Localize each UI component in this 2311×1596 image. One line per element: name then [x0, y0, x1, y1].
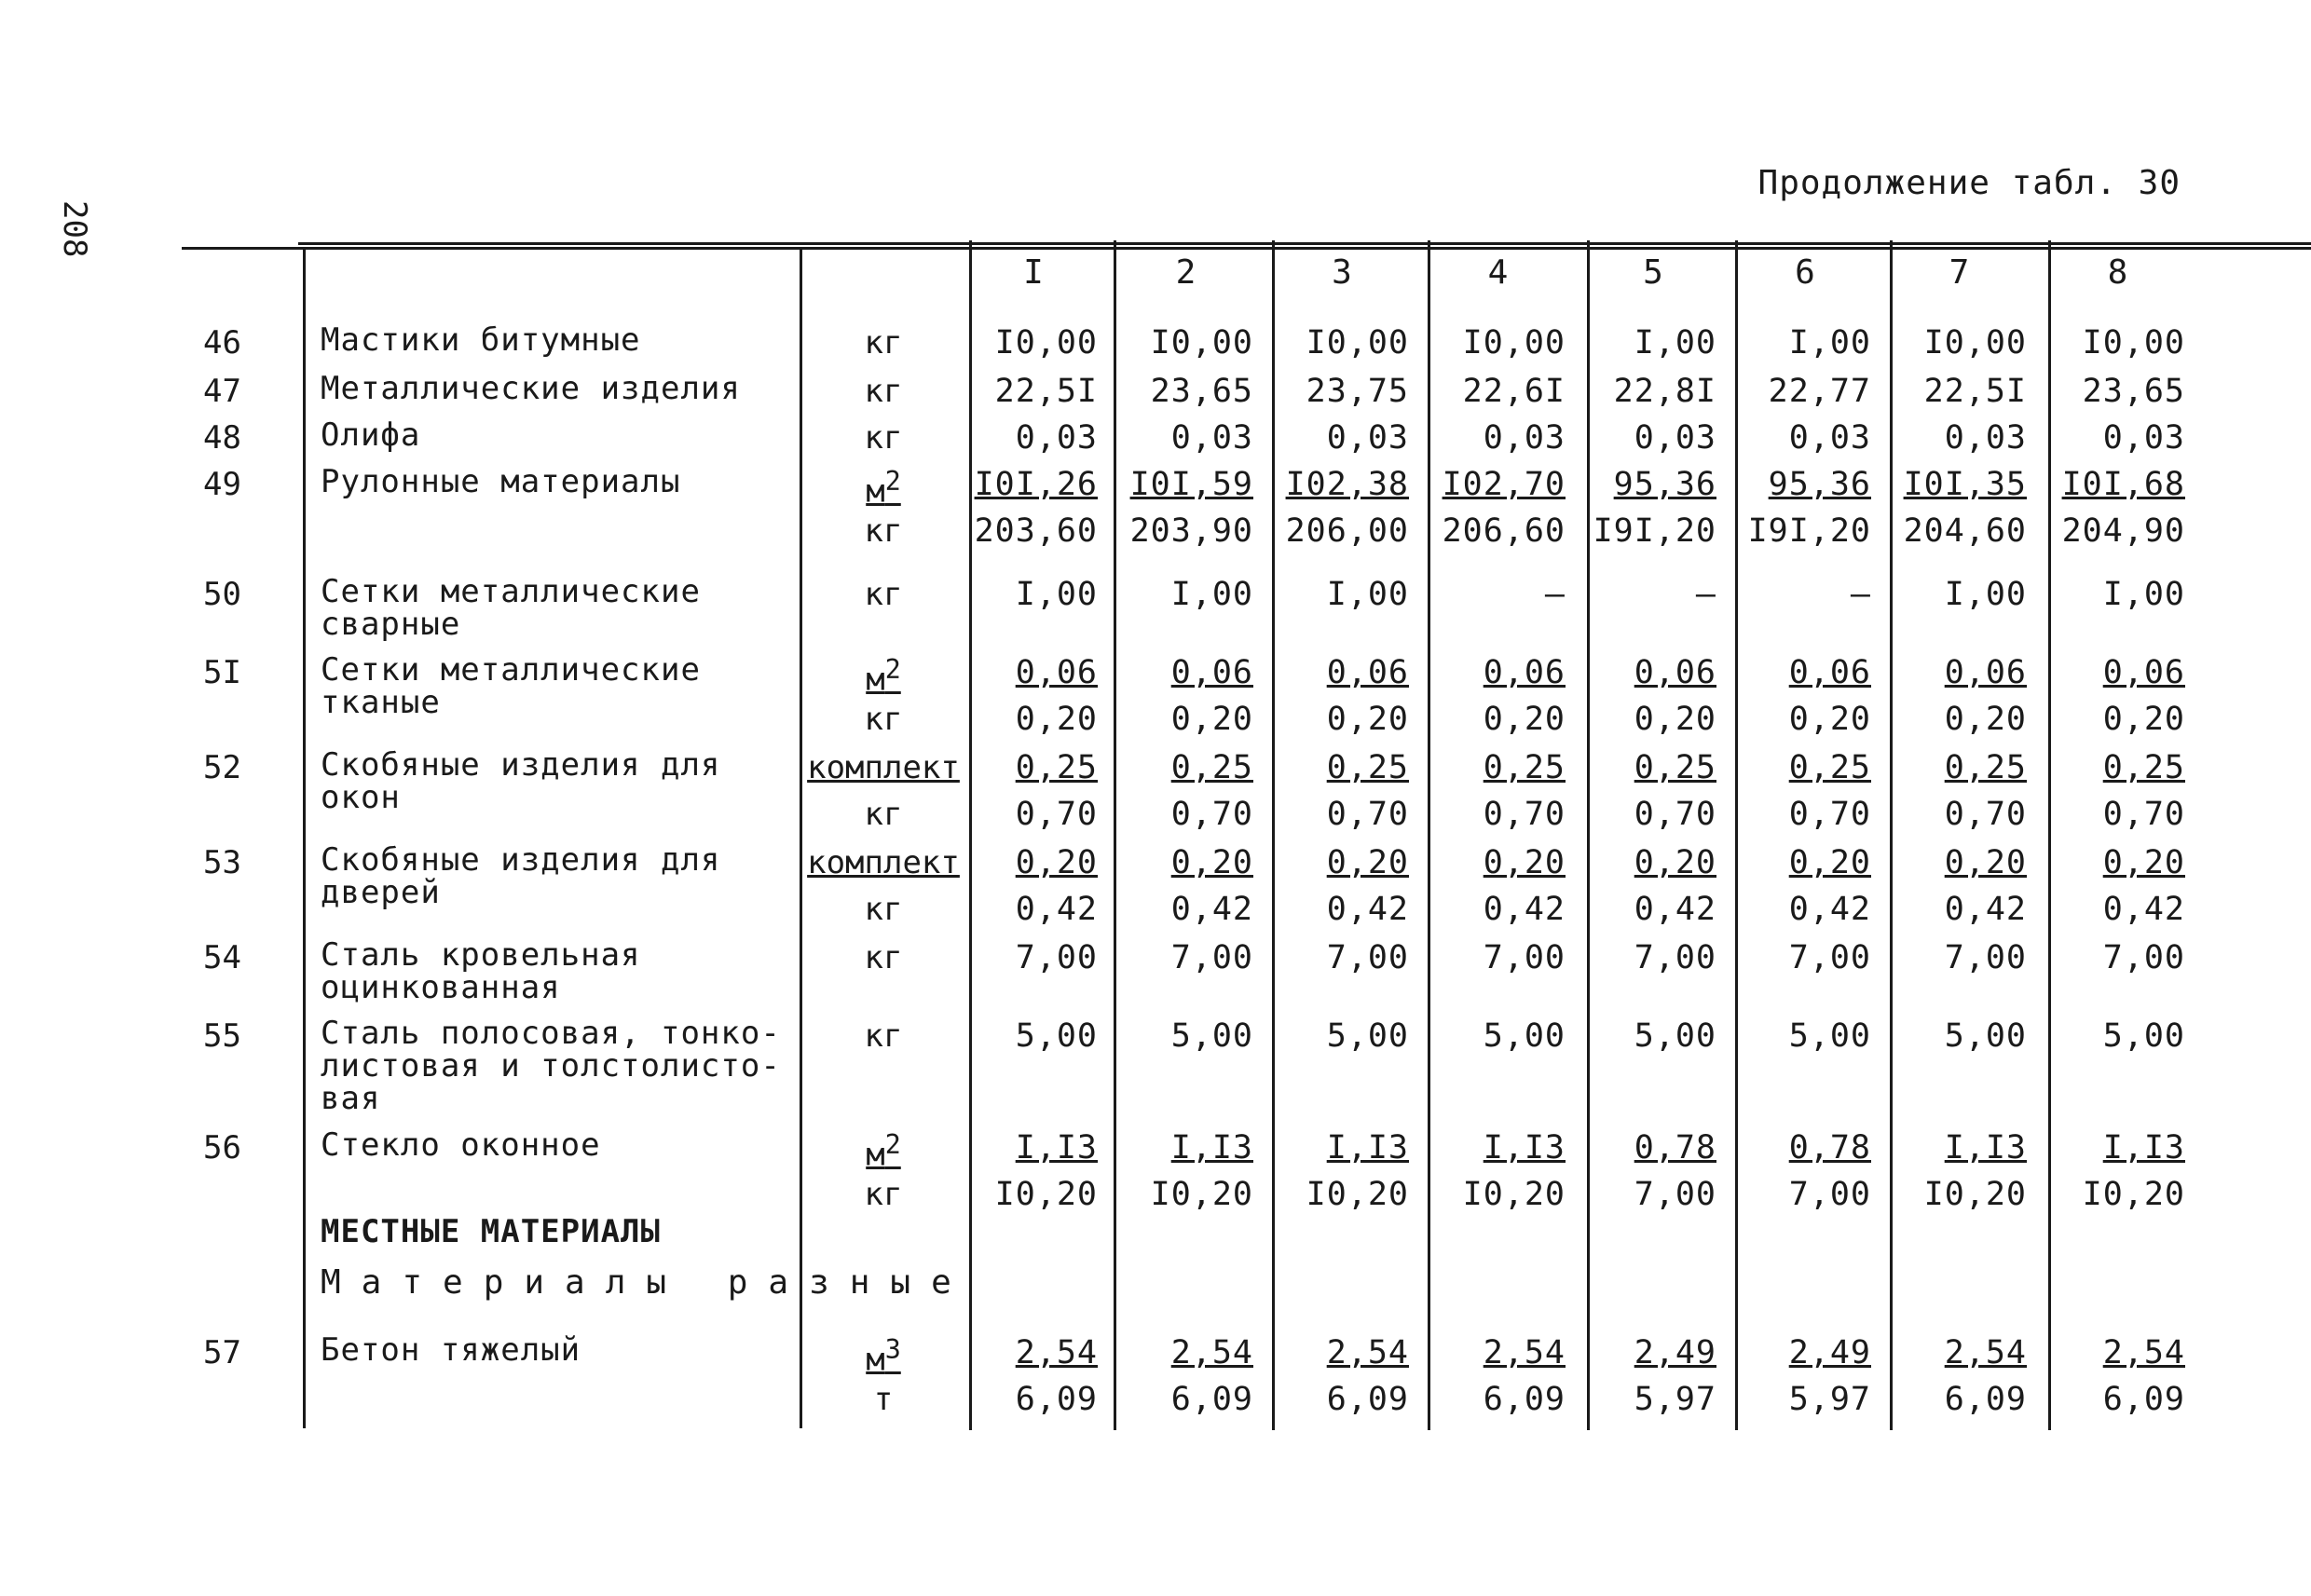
- row-number: 55: [203, 1017, 241, 1055]
- table-cell: 22,5I: [1923, 373, 2027, 410]
- table-cell: I0I,35: [1903, 466, 2027, 503]
- column-number: 7: [1949, 253, 1970, 292]
- table-cell: 0,25: [1326, 749, 1409, 786]
- column-divider: [1114, 240, 1116, 1430]
- table-cell: 5,97: [1634, 1381, 1716, 1418]
- table-cell: 0,03: [1944, 419, 2027, 457]
- material-name: Олифа: [321, 416, 421, 454]
- table-cell: 0,06: [1015, 654, 1098, 691]
- table-cell: 95,36: [1613, 466, 1716, 503]
- row-number: 52: [203, 749, 241, 786]
- table-cell: 23,65: [1150, 373, 1253, 410]
- unit-label: кг: [864, 512, 903, 550]
- row-number: 46: [203, 324, 241, 361]
- table-cell: 6,09: [1326, 1381, 1409, 1418]
- table-cell: 7,00: [2102, 939, 2185, 976]
- table-cell: 0,20: [1944, 701, 2027, 738]
- table-cell: 0,06: [2102, 654, 2185, 691]
- unit-label: комплект: [807, 749, 960, 786]
- table-cell: 0,06: [1170, 654, 1253, 691]
- table-rule: [298, 242, 2311, 245]
- table-cell: I0,00: [2082, 324, 2185, 361]
- table-cell: 203,60: [974, 512, 1098, 550]
- table-cell: I0I,59: [1129, 466, 1253, 503]
- unit-exponent: 2: [884, 466, 901, 497]
- table-cell: –: [1695, 576, 1716, 613]
- table-cell: 2,54: [1326, 1334, 1409, 1371]
- table-cell: 0,25: [2102, 749, 2185, 786]
- unit-exponent: 3: [884, 1334, 901, 1365]
- table-cell: I,I3: [1015, 1129, 1098, 1166]
- material-name: Мастики битумные: [321, 321, 641, 359]
- row-number: 5I: [203, 654, 241, 691]
- unit-label: $м^2$: [866, 654, 901, 699]
- section-title: МЕСТНЫЕ МАТЕРИАЛЫ: [321, 1213, 661, 1250]
- table-cell: 5,00: [1788, 1017, 1871, 1055]
- table-cell: 0,42: [1170, 891, 1253, 928]
- table-cell: 0,03: [2102, 419, 2185, 457]
- table-cell: 0,03: [1788, 419, 1871, 457]
- table-cell: 0,42: [1015, 891, 1098, 928]
- table-cell: –: [1850, 576, 1871, 613]
- table-cell: I,I3: [1483, 1129, 1566, 1166]
- table-cell: I9I,20: [1747, 512, 1871, 550]
- material-name: Сетки металлические тканые: [321, 651, 701, 721]
- row-number: 53: [203, 844, 241, 881]
- page-number: 208: [56, 200, 93, 258]
- table-cell: 2,54: [1944, 1334, 2027, 1371]
- row-number: 48: [203, 419, 241, 457]
- table-cell: 6,09: [2102, 1381, 2185, 1418]
- column-divider: [303, 250, 306, 1428]
- material-name: Сетки металлические сварные: [321, 573, 701, 643]
- table-cell: 0,25: [1015, 749, 1098, 786]
- unit-label: кг: [864, 701, 903, 738]
- table-cell: 0,20: [1170, 844, 1253, 881]
- table-cell: I0,20: [1462, 1176, 1566, 1213]
- column-number: I: [1023, 253, 1044, 292]
- table-cell: 7,00: [1170, 939, 1253, 976]
- table-cell: 0,20: [2102, 844, 2185, 881]
- unit-label: кг: [864, 419, 903, 457]
- table-cell: 95,36: [1768, 466, 1871, 503]
- table-cell: 2,54: [1015, 1334, 1098, 1371]
- table-cell: 0,25: [1170, 749, 1253, 786]
- table-cell: 22,8I: [1613, 373, 1716, 410]
- table-cell: 2,49: [1788, 1334, 1871, 1371]
- table-cell: 0,06: [1326, 654, 1409, 691]
- table-cell: 0,06: [1634, 654, 1716, 691]
- table-cell: 6,09: [1483, 1381, 1566, 1418]
- table-cell: I0,00: [1306, 324, 1409, 361]
- table-caption: Продолжение табл. 30: [1757, 164, 2181, 202]
- table-cell: I,I3: [1326, 1129, 1409, 1166]
- unit-exponent: 2: [884, 654, 901, 685]
- unit-label: кг: [864, 1176, 903, 1213]
- table-cell: 0,70: [1944, 796, 2027, 833]
- table-cell: 0,78: [1788, 1129, 1871, 1166]
- table-cell: I0,00: [1150, 324, 1253, 361]
- table-cell: 0,06: [1483, 654, 1566, 691]
- material-name: Металлические изделия: [321, 370, 741, 407]
- table-cell: 206,00: [1285, 512, 1409, 550]
- column-number: 3: [1332, 253, 1352, 292]
- section-subtitle: Материалы разные: [321, 1263, 972, 1302]
- table-cell: 0,70: [1170, 796, 1253, 833]
- unit-label: кг: [864, 891, 903, 928]
- table-cell: 2,54: [2102, 1334, 2185, 1371]
- table-cell: 0,70: [1326, 796, 1409, 833]
- table-cell: 7,00: [1326, 939, 1409, 976]
- material-name: Рулонные материалы: [321, 463, 681, 500]
- table-cell: 6,09: [1015, 1381, 1098, 1418]
- unit-label: комплект: [807, 844, 960, 881]
- table-cell: 6,09: [1170, 1381, 1253, 1418]
- material-name: Скобяные изделия для дверей: [321, 841, 721, 911]
- table-cell: 7,00: [1634, 939, 1716, 976]
- table-cell: 0,06: [1788, 654, 1871, 691]
- table-cell: 7,00: [1788, 939, 1871, 976]
- table-cell: 0,20: [1634, 701, 1716, 738]
- table-cell: 5,00: [1170, 1017, 1253, 1055]
- table-cell: 0,03: [1483, 419, 1566, 457]
- row-number: 56: [203, 1129, 241, 1166]
- row-number: 54: [203, 939, 241, 976]
- table-cell: I,I3: [1944, 1129, 2027, 1166]
- table-rule: [182, 247, 2311, 250]
- table-cell: –: [1544, 576, 1566, 613]
- table-cell: 5,00: [1015, 1017, 1098, 1055]
- table-cell: 0,70: [2102, 796, 2185, 833]
- table-cell: 0,20: [1326, 844, 1409, 881]
- table-cell: I0I,26: [974, 466, 1098, 503]
- table-cell: 23,65: [2082, 373, 2185, 410]
- column-number: 2: [1175, 253, 1197, 292]
- table-cell: I0,00: [1462, 324, 1566, 361]
- material-name: Стекло оконное: [321, 1126, 601, 1164]
- table-cell: 0,03: [1170, 419, 1253, 457]
- table-cell: 22,5I: [994, 373, 1098, 410]
- table-cell: I,00: [1015, 576, 1098, 613]
- table-cell: 0,70: [1015, 796, 1098, 833]
- table-cell: 0,03: [1634, 419, 1716, 457]
- table-cell: I0,00: [994, 324, 1098, 361]
- table-cell: 0,70: [1634, 796, 1716, 833]
- column-number: 6: [1795, 253, 1815, 292]
- table-cell: 204,60: [1903, 512, 2027, 550]
- unit-label: $м^2$: [866, 466, 901, 511]
- unit-label: кг: [864, 1017, 903, 1055]
- table-cell: 0,25: [1944, 749, 2027, 786]
- table-cell: 22,77: [1768, 373, 1871, 410]
- table-cell: 0,20: [1788, 701, 1871, 738]
- table-cell: I,I3: [2102, 1129, 2185, 1166]
- table-cell: 0,42: [1944, 891, 2027, 928]
- table-cell: 0,70: [1788, 796, 1871, 833]
- table-cell: 0,20: [1326, 701, 1409, 738]
- table-cell: I02,70: [1442, 466, 1566, 503]
- unit-exponent: 2: [884, 1129, 901, 1160]
- material-name: Сталь полосовая, тонко-листовая и толстолисто-вая: [321, 1015, 781, 1117]
- unit-label: кг: [864, 939, 903, 976]
- table-cell: 0,25: [1634, 749, 1716, 786]
- unit-label: кг: [864, 324, 903, 361]
- table-cell: 7,00: [1634, 1176, 1716, 1213]
- table-cell: 0,20: [2102, 701, 2185, 738]
- table-cell: I,00: [1634, 324, 1716, 361]
- table-cell: 5,00: [1483, 1017, 1566, 1055]
- unit-label: $м^3$: [866, 1334, 901, 1379]
- table-cell: 7,00: [1015, 939, 1098, 976]
- table-cell: I,I3: [1170, 1129, 1253, 1166]
- table-cell: 0,20: [1483, 701, 1566, 738]
- column-number: 4: [1487, 253, 1509, 292]
- table-cell: 6,09: [1944, 1381, 2027, 1418]
- table-cell: 2,49: [1634, 1334, 1716, 1371]
- table-cell: I0,20: [1923, 1176, 2027, 1213]
- table-cell: 0,78: [1634, 1129, 1716, 1166]
- table-cell: 204,90: [2061, 512, 2185, 550]
- table-cell: 0,20: [1170, 701, 1253, 738]
- table-cell: I0I,68: [2061, 466, 2185, 503]
- table-cell: 0,06: [1944, 654, 2027, 691]
- table-cell: 5,97: [1788, 1381, 1871, 1418]
- table-cell: 0,42: [1634, 891, 1716, 928]
- table-cell: 0,20: [1634, 844, 1716, 881]
- table-cell: 206,60: [1442, 512, 1566, 550]
- row-number: 49: [203, 466, 241, 503]
- table-cell: 0,20: [1015, 844, 1098, 881]
- column-divider: [1735, 240, 1738, 1430]
- unit-label: $м^2$: [866, 1129, 901, 1174]
- table-cell: 2,54: [1170, 1334, 1253, 1371]
- table-cell: I0,20: [2082, 1176, 2185, 1213]
- table-cell: I0,20: [1150, 1176, 1253, 1213]
- table-cell: 5,00: [1944, 1017, 2027, 1055]
- table-cell: 5,00: [1326, 1017, 1409, 1055]
- table-cell: 22,6I: [1462, 373, 1566, 410]
- table-cell: I0,20: [1306, 1176, 1409, 1213]
- table-cell: 5,00: [1634, 1017, 1716, 1055]
- unit-label: кг: [864, 576, 903, 613]
- unit-label: кг: [864, 373, 903, 410]
- table-cell: 0,03: [1326, 419, 1409, 457]
- table-cell: 0,20: [1944, 844, 2027, 881]
- table-cell: 0,20: [1015, 701, 1098, 738]
- table-cell: 7,00: [1944, 939, 2027, 976]
- table-cell: I,00: [2102, 576, 2185, 613]
- table-cell: I,00: [1326, 576, 1409, 613]
- unit-label: кг: [864, 796, 903, 833]
- table-cell: 7,00: [1483, 939, 1566, 976]
- material-name: Бетон тяжелый: [321, 1331, 581, 1369]
- column-number: 5: [1643, 253, 1663, 292]
- table-cell: I,00: [1170, 576, 1253, 613]
- material-name: Скобяные изделия для окон: [321, 746, 721, 816]
- row-number: 50: [203, 576, 241, 613]
- table-cell: 0,42: [1483, 891, 1566, 928]
- table-cell: 0,03: [1015, 419, 1098, 457]
- table-cell: I,00: [1944, 576, 2027, 613]
- table-cell: 23,75: [1306, 373, 1409, 410]
- table-cell: I,00: [1788, 324, 1871, 361]
- table-cell: 5,00: [2102, 1017, 2185, 1055]
- row-number: 47: [203, 373, 241, 410]
- unit-label: т: [873, 1381, 894, 1418]
- table-cell: I9I,20: [1593, 512, 1716, 550]
- table-cell: 2,54: [1483, 1334, 1566, 1371]
- material-name: Сталь кровельная оцинкованная: [321, 936, 641, 1006]
- table-cell: 0,20: [1483, 844, 1566, 881]
- table-cell: I02,38: [1285, 466, 1409, 503]
- table-cell: 203,90: [1129, 512, 1253, 550]
- table-cell: I0,20: [994, 1176, 1098, 1213]
- table-cell: 0,25: [1788, 749, 1871, 786]
- table-cell: I0,00: [1923, 324, 2027, 361]
- table-cell: 0,25: [1483, 749, 1566, 786]
- table-cell: 0,42: [2102, 891, 2185, 928]
- table-cell: 0,20: [1788, 844, 1871, 881]
- table-cell: 0,42: [1788, 891, 1871, 928]
- table-cell: 0,42: [1326, 891, 1409, 928]
- column-number: 8: [2107, 253, 2128, 292]
- table-cell: 7,00: [1788, 1176, 1871, 1213]
- table-cell: 0,70: [1483, 796, 1566, 833]
- row-number: 57: [203, 1334, 241, 1371]
